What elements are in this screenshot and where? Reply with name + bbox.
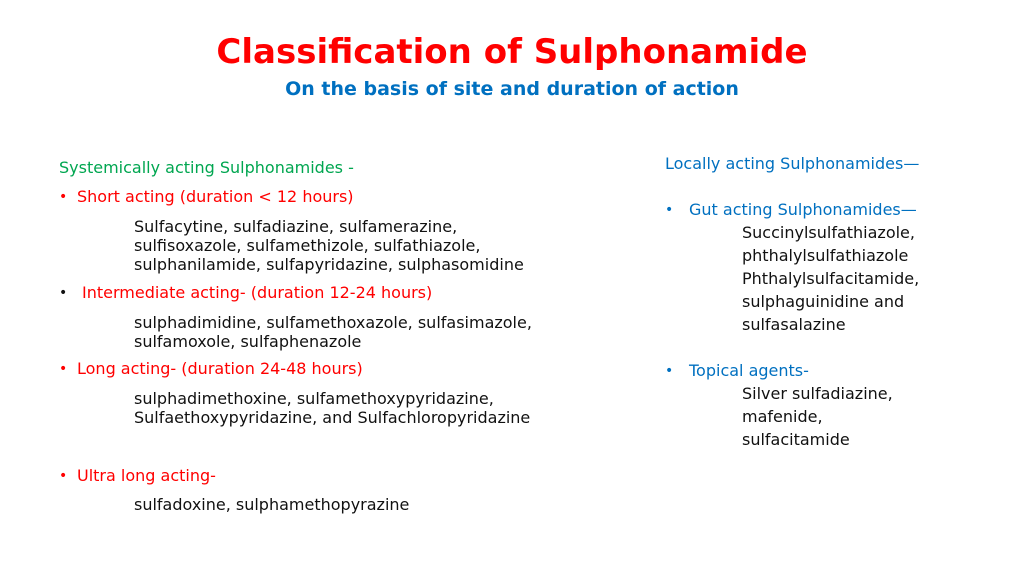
ultra-long-acting-line: sulfadoxine, sulphamethopyrazine xyxy=(134,495,410,514)
short-acting-line: Sulfacytine, sulfadiazine, sulfamerazine, xyxy=(134,217,458,236)
gut-acting-line: phthalylsulfathiazole xyxy=(742,246,909,265)
bullet-icon: • xyxy=(665,363,674,379)
long-acting-line: sulphadimethoxine, sulfamethoxypyridazine, xyxy=(134,389,494,408)
topical-agents-label: Topical agents- xyxy=(689,361,809,380)
gut-acting-line: Phthalylsulfacitamide, xyxy=(742,269,920,288)
short-acting-line: sulphanilamide, sulfapyridazine, sulphasomidine xyxy=(134,255,524,274)
bullet-icon: • xyxy=(59,285,68,301)
topical-agents-line: sulfacitamide xyxy=(742,430,850,449)
long-acting-label: Long acting- (duration 24-48 hours) xyxy=(77,359,363,378)
intermediate-acting-line: sulphadimidine, sulfamethoxazole, sulfasimazole, xyxy=(134,313,532,332)
systemic-heading: Systemically acting Sulphonamides - xyxy=(59,158,354,177)
short-acting-label: Short acting (duration < 12 hours) xyxy=(77,187,354,206)
gut-acting-label: Gut acting Sulphonamides— xyxy=(689,200,917,219)
page-title: Classification of Sulphonamide xyxy=(216,32,808,72)
bullet-icon: • xyxy=(59,468,68,484)
gut-acting-line: sulphaguinidine and xyxy=(742,292,905,311)
bullet-icon: • xyxy=(59,361,68,377)
gut-acting-line: Succinylsulfathiazole, xyxy=(742,223,915,242)
ultra-long-acting-label: Ultra long acting- xyxy=(77,466,216,485)
intermediate-acting-label: Intermediate acting- (duration 12-24 hours) xyxy=(82,283,433,302)
topical-agents-line: Silver sulfadiazine, xyxy=(742,384,893,403)
bullet-icon: • xyxy=(665,202,674,218)
intermediate-acting-line: sulfamoxole, sulfaphenazole xyxy=(134,332,362,351)
long-acting-line: Sulfaethoxypyridazine, and Sulfachloropyridazine xyxy=(134,408,531,427)
page-subtitle: On the basis of site and duration of action xyxy=(285,78,739,100)
short-acting-line: sulfisoxazole, sulfamethizole, sulfathiazole, xyxy=(134,236,481,255)
bullet-icon: • xyxy=(59,189,68,205)
topical-agents-line: mafenide, xyxy=(742,407,823,426)
gut-acting-line: sulfasalazine xyxy=(742,315,846,334)
local-heading: Locally acting Sulphonamides— xyxy=(665,154,920,173)
